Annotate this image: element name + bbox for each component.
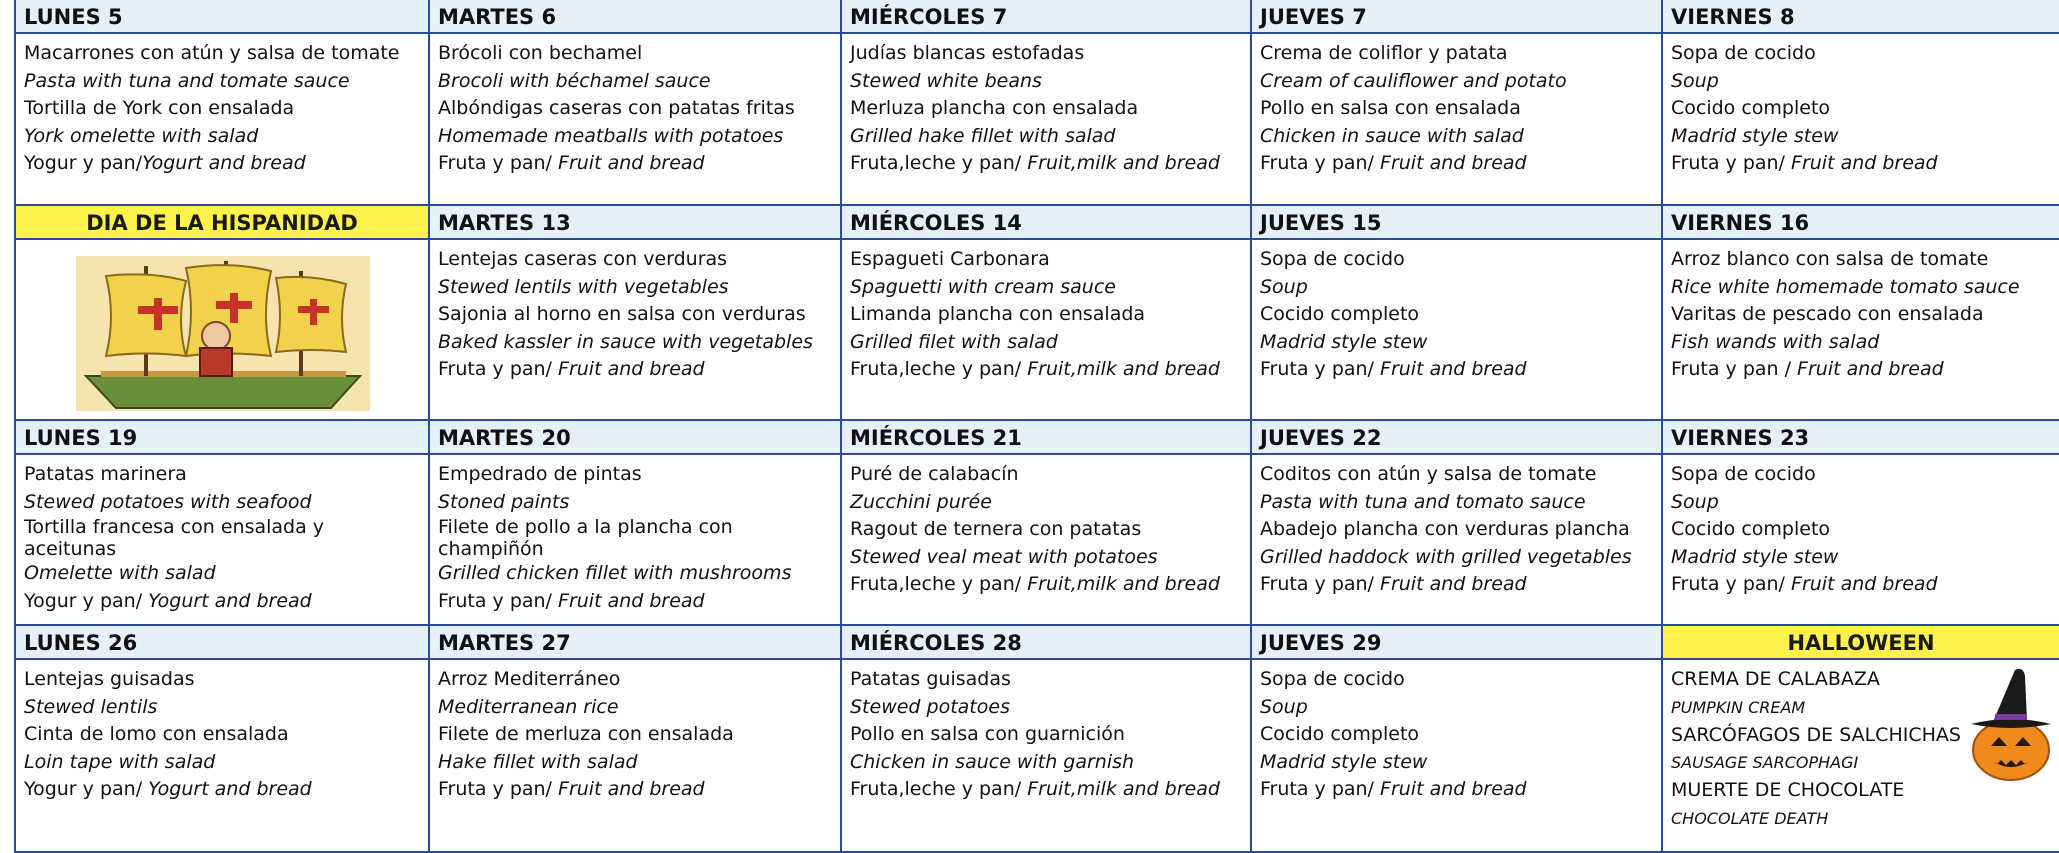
- day-title: LUNES 26: [16, 626, 428, 660]
- dish-english: Spaguetti with cream sauce: [850, 275, 1116, 298]
- dish-english: Mediterranean rice: [438, 695, 619, 718]
- menu-items: [1663, 34, 2059, 178]
- day-title: MARTES 20: [430, 421, 840, 455]
- dish-english: Stewed veal meat with potatoes: [850, 545, 1158, 568]
- menu-line-bilingual: [24, 150, 420, 178]
- dish-spanish: Puré de calabacín: [850, 463, 1019, 485]
- day-title: MARTES 13: [430, 206, 840, 240]
- dish-spanish: Cocido completo: [1671, 518, 1831, 540]
- day-cell-week2-thursday: [1252, 206, 1663, 421]
- dish-english: Grilled chicken fillet with mushrooms: [438, 562, 792, 584]
- menu-line-bilingual: [850, 150, 1242, 178]
- dish-spanish: Fruta y pan/: [438, 589, 559, 612]
- menu-items: [842, 660, 1250, 804]
- dish-english: PUMPKIN CREAM: [1671, 697, 1806, 717]
- day-title: JUEVES 7: [1252, 0, 1661, 34]
- day-title: JUEVES 15: [1252, 206, 1661, 240]
- dish-english: Fruit and bread: [1380, 778, 1527, 800]
- dish-spanish: Varitas de pescado con ensalada: [1671, 303, 1984, 325]
- day-title: JUEVES 29: [1252, 626, 1661, 660]
- dish-english: Rice white homemade tomato sauce: [1671, 275, 2020, 298]
- day-cell-week3-wednesday: [842, 421, 1252, 626]
- dish-spanish: Tortilla de York con ensalada: [24, 97, 295, 119]
- dish-english: Chicken in sauce with salad: [1260, 124, 1524, 147]
- dish-spanish: Brócoli con bechamel: [438, 42, 643, 64]
- menu-line-bilingual: [1260, 571, 1653, 599]
- dish-english: Fruit and bread: [1791, 152, 1938, 174]
- menu-items: [1663, 240, 2059, 384]
- menu-items: [1252, 455, 1661, 599]
- dish-english: Zucchini purée: [850, 490, 992, 513]
- dish-english: Fruit and bread: [558, 152, 705, 174]
- dish-spanish: Crema de coliflor y patata: [1260, 42, 1508, 64]
- dish-english: Grilled filet with salad: [850, 330, 1058, 353]
- dish-english: Cream of cauliflower and potato: [1260, 69, 1567, 92]
- dish-english: Homemade meatballs with potatoes: [438, 124, 784, 147]
- menu-items: [842, 34, 1250, 178]
- dish-spanish: Fruta y pan /: [1671, 358, 1798, 380]
- dish-english: Fruit,milk and bread: [1027, 573, 1220, 595]
- dish-english: Fruit and bread: [1797, 358, 1944, 380]
- dish-spanish: Coditos con atún y salsa de tomate: [1260, 463, 1597, 485]
- dish-english: Chicken in sauce with garnish: [850, 750, 1135, 773]
- special-day-title: DIA DE LA HISPANIDAD: [16, 206, 428, 240]
- menu-line-bilingual: [850, 776, 1242, 804]
- dish-spanish: MUERTE DE CHOCOLATE: [1671, 779, 1905, 801]
- day-cell-week2-friday: [1663, 206, 2059, 421]
- menu-items: [430, 34, 840, 178]
- dish-english: Fish wands with salad: [1671, 330, 1880, 353]
- dish-english: Yogurt and bread: [148, 589, 312, 612]
- day-title: VIERNES 23: [1663, 421, 2059, 455]
- dish-spanish: Sopa de cocido: [1671, 463, 1816, 485]
- dish-english: Madrid style stew: [1671, 124, 1839, 147]
- dish-spanish: Fruta,leche y pan/: [850, 358, 1028, 380]
- day-cell-week4-thursday: [1252, 626, 1663, 853]
- dish-spanish: Espagueti Carbonara: [850, 248, 1050, 270]
- dish-english: Stoned paints: [438, 490, 570, 513]
- day-title: VIERNES 8: [1663, 0, 2059, 34]
- dish-english: Fruit and bread: [558, 589, 705, 612]
- dish-spanish: Merluza plancha con ensalada: [850, 97, 1139, 119]
- dish-english: Fruit and bread: [1380, 152, 1527, 174]
- day-cell-week2-wednesday: [842, 206, 1252, 421]
- day-title: MIÉRCOLES 7: [842, 0, 1250, 34]
- dish-english: Soup: [1671, 490, 1719, 513]
- dish-english: York omelette with salad: [24, 124, 259, 147]
- pumpkin-witch-icon: [1965, 664, 2057, 784]
- day-cell-week1-thursday: [1252, 0, 1663, 206]
- menu-line-bilingual: [850, 571, 1242, 599]
- day-title: LUNES 5: [16, 0, 428, 34]
- dish-english: Stewed potatoes with seafood: [24, 490, 312, 513]
- menu-line-bilingual: [438, 150, 832, 178]
- dish-english: Fruit,milk and bread: [1027, 778, 1220, 800]
- dish-spanish: Fruta,leche y pan/: [850, 778, 1028, 800]
- menu-items: [1252, 660, 1661, 804]
- menu-line-bilingual: [438, 356, 832, 384]
- dish-spanish: Yogur y pan/: [24, 589, 149, 612]
- day-cell-week1-wednesday: [842, 0, 1252, 206]
- dish-spanish: Empedrado de pintas: [438, 463, 642, 485]
- dish-spanish: Yogur y pan/: [24, 152, 143, 174]
- dish-spanish: Sajonia al horno en salsa con verduras: [438, 303, 806, 325]
- dish-english: Pasta with tuna and tomate sauce: [24, 69, 350, 92]
- menu-grid: [14, 0, 2059, 853]
- dish-spanish: Pollo en salsa con ensalada: [1260, 97, 1521, 119]
- dish-english: Soup: [1260, 275, 1308, 298]
- day-cell-week2-tuesday: [430, 206, 842, 421]
- dish-spanish: Fruta y pan/: [438, 778, 559, 800]
- day-cell-week4-monday: [16, 626, 430, 853]
- dish-spanish: Cocido completo: [1260, 723, 1420, 745]
- dish-english: CHOCOLATE DEATH: [1671, 808, 1829, 828]
- dish-spanish: Sopa de cocido: [1671, 42, 1816, 64]
- day-cell-week4-friday: [1663, 626, 2059, 853]
- dish-english: Soup: [1671, 69, 1719, 92]
- dish-english: Baked kassler in sauce with vegetables: [438, 330, 813, 353]
- menu-items: [430, 660, 840, 804]
- day-cell-week4-tuesday: [430, 626, 842, 853]
- dish-spanish: Fruta,leche y pan/: [850, 152, 1028, 174]
- menu-line-bilingual: [438, 776, 832, 804]
- dish-spanish: Fruta y pan/: [1671, 573, 1792, 595]
- day-cell-week3-monday: [16, 421, 430, 626]
- menu-items: [842, 455, 1250, 599]
- dish-english: Brocoli with béchamel sauce: [438, 69, 711, 92]
- menu-line-bilingual: [24, 776, 420, 804]
- menu-items: [430, 240, 840, 384]
- menu-line-bilingual: [1260, 150, 1653, 178]
- menu-line-bilingual: [1260, 776, 1653, 804]
- day-title: VIERNES 16: [1663, 206, 2059, 240]
- dish-spanish: Fruta,leche y pan/: [850, 573, 1028, 595]
- dish-spanish: Filete de pollo a la plancha con champiñón: [438, 516, 733, 560]
- dish-spanish: Fruta y pan/: [438, 152, 559, 174]
- dish-spanish: Macarrones con atún y salsa de tomate: [24, 42, 400, 64]
- day-cell-week4-wednesday: [842, 626, 1252, 853]
- dish-spanish: Tortilla francesa con ensalada y aceitunas: [24, 516, 325, 560]
- dish-english: Fruit and bread: [558, 778, 705, 800]
- dish-english: Soup: [1260, 695, 1308, 718]
- dish-spanish: Arroz Mediterráneo: [438, 668, 621, 690]
- dish-english: Omelette with salad: [24, 562, 216, 584]
- dish-spanish: Patatas marinera: [24, 463, 187, 485]
- special-day-title: HALLOWEEN: [1663, 626, 2059, 660]
- dish-spanish: Ragout de ternera con patatas: [850, 518, 1142, 540]
- dish-english: Madrid style stew: [1260, 750, 1428, 773]
- day-title: MARTES 27: [430, 626, 840, 660]
- dish-spanish: Pollo en salsa con guarnición: [850, 723, 1125, 745]
- dish-english: Yogurt and bread: [148, 778, 312, 800]
- dish-spanish: Lentejas guisadas: [24, 668, 195, 690]
- day-title: JUEVES 22: [1252, 421, 1661, 455]
- dish-english: Fruit and bread: [1380, 358, 1527, 380]
- dish-spanish: Judías blancas estofadas: [850, 42, 1085, 64]
- day-cell-week1-tuesday: [430, 0, 842, 206]
- dish-spanish: Filete de merluza con ensalada: [438, 723, 734, 745]
- dish-spanish: CREMA DE CALABAZA: [1671, 668, 1880, 690]
- menu-items: [16, 34, 428, 178]
- day-cell-week3-tuesday: [430, 421, 842, 626]
- dish-english: Stewed lentils: [24, 695, 158, 718]
- dish-spanish: Fruta y pan/: [1671, 152, 1792, 174]
- day-cell-week1-monday: [16, 0, 430, 206]
- menu-line-bilingual: [24, 588, 420, 616]
- dish-english: Stewed lentils with vegetables: [438, 275, 729, 298]
- day-title: MIÉRCOLES 21: [842, 421, 1250, 455]
- dish-english: Stewed potatoes: [850, 695, 1010, 718]
- dish-english: Hake fillet with salad: [438, 750, 638, 773]
- menu-line-bilingual: [1671, 356, 2051, 384]
- dish-english: Fruit and bread: [1791, 573, 1938, 595]
- menu-items: [1252, 240, 1661, 384]
- dish-spanish: Fruta y pan/: [1260, 358, 1381, 380]
- dish-spanish: Sopa de cocido: [1260, 248, 1405, 270]
- day-title: MARTES 6: [430, 0, 840, 34]
- dish-spanish: Abadejo plancha con verduras plancha: [1260, 518, 1630, 540]
- dish-english: Fruit and bread: [558, 358, 705, 380]
- dish-spanish: Cocido completo: [1260, 303, 1420, 325]
- day-cell-week1-friday: [1663, 0, 2059, 206]
- dish-english: Grilled haddock with grilled vegetables: [1260, 545, 1632, 568]
- dish-english: Loin tape with salad: [24, 750, 216, 773]
- day-title: LUNES 19: [16, 421, 428, 455]
- day-title: MIÉRCOLES 14: [842, 206, 1250, 240]
- day-title: MIÉRCOLES 28: [842, 626, 1250, 660]
- dish-spanish: Yogur y pan/: [24, 778, 149, 800]
- menu-items: [842, 240, 1250, 384]
- menu-items: [1252, 34, 1661, 178]
- day-cell-week3-thursday: [1252, 421, 1663, 626]
- dish-spanish: Arroz blanco con salsa de tomate: [1671, 248, 1989, 270]
- dish-english: Yogurt and bread: [142, 152, 306, 174]
- menu-items: [16, 660, 428, 804]
- menu-items: [16, 455, 428, 615]
- dish-spanish: Patatas guisadas: [850, 668, 1011, 690]
- menu-line-bilingual: [1671, 571, 2051, 599]
- dish-spanish: Fruta y pan/: [438, 358, 559, 380]
- dish-english: Fruit,milk and bread: [1027, 152, 1220, 174]
- dish-english: Grilled hake fillet with salad: [850, 124, 1116, 147]
- menu-line-bilingual: [1260, 356, 1653, 384]
- day-cell-week3-friday: [1663, 421, 2059, 626]
- dish-spanish: Fruta y pan/: [1260, 573, 1381, 595]
- menu-items: [430, 455, 840, 615]
- dish-english: Pasta with tuna and tomato sauce: [1260, 490, 1586, 513]
- dish-spanish: SARCÓFAGOS DE SALCHICHAS: [1671, 723, 1961, 746]
- dish-spanish: Sopa de cocido: [1260, 668, 1405, 690]
- dish-spanish: Albóndigas caseras con patatas fritas: [438, 97, 795, 119]
- menu-line-bilingual: [850, 356, 1242, 384]
- day-cell-week2-monday: [16, 206, 430, 421]
- dish-spanish: Fruta y pan/: [1260, 778, 1381, 800]
- menu-line-bilingual: [438, 588, 832, 616]
- menu-items: [1663, 455, 2059, 599]
- dish-english: Madrid style stew: [1671, 545, 1839, 568]
- dish-english: SAUSAGE SARCOPHAGI: [1671, 753, 1859, 772]
- dish-spanish: Cinta de lomo con ensalada: [24, 723, 289, 745]
- dish-english: Stewed white beans: [850, 69, 1042, 92]
- dish-spanish: Limanda plancha con ensalada: [850, 303, 1146, 325]
- dish-english: Madrid style stew: [1260, 330, 1428, 353]
- dish-spanish: Fruta y pan/: [1260, 152, 1381, 174]
- menu-line-bilingual: [1671, 150, 2051, 178]
- caravel-ship-image: [76, 256, 370, 411]
- dish-spanish: Cocido completo: [1671, 97, 1831, 119]
- dish-english: Fruit and bread: [1380, 573, 1527, 595]
- dish-spanish: Lentejas caseras con verduras: [438, 248, 728, 270]
- dish-english: Fruit,milk and bread: [1027, 358, 1220, 380]
- menu-items: [16, 240, 428, 246]
